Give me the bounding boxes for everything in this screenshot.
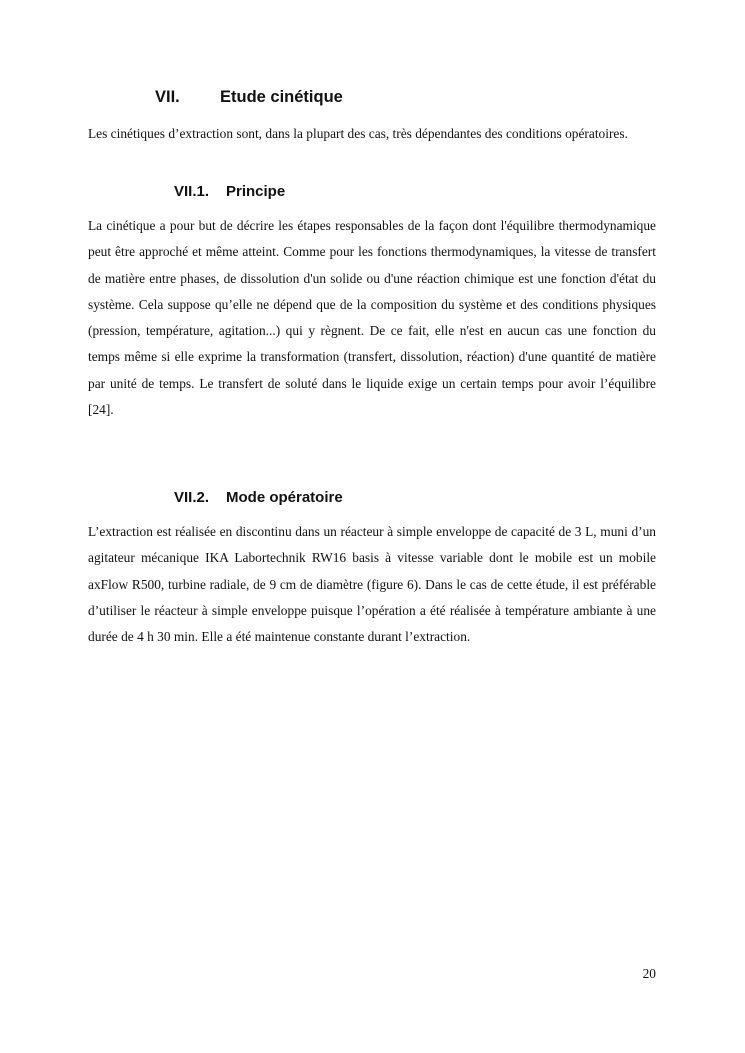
subsection-heading-mode-operatoire (174, 489, 343, 506)
section-number: VII. (155, 88, 180, 106)
subsection-number: VII.1. (174, 183, 210, 200)
section-heading (155, 88, 343, 107)
page-number: 20 (642, 966, 656, 981)
subsection-heading-principe (174, 183, 285, 200)
mode-operatoire-paragraph: L’extraction est réalisée en discontinu dans un réacteur à simple enveloppe de capacité de 3 L, muni d’un agitateur mécanique IKA Labortechnik RW16 basis à vitesse variable dont le mobile est un mobile axFlow R500, turbine radiale, de 9 cm de diamètre (figure 6). Dans le cas de cette étude, il est préférable d’utiliser le réacteur à simple enveloppe puisque l’opération a été réalisée à température ambiante à une durée de 4 h 30 min. Elle a été maintenue constante durant l’extraction. (88, 524, 656, 645)
subsection-title: Mode opératoire (226, 489, 343, 506)
subsection-title: Principe (226, 183, 286, 200)
section-intro-paragraph: Les cinétiques d’extraction sont, dans la plupart des cas, très dépendantes des conditions opératoires. (88, 126, 628, 141)
subsection-number: VII.2. (174, 489, 210, 506)
section-title: Etude cinétique (220, 88, 343, 106)
principe-paragraph: La cinétique a pour but de décrire les étapes responsables de la façon dont l'équilibre thermodynamique peut être approché et même atteint. Comme pour les fonctions thermodynamiques, la vitesse de transfert de matière entre phases, de dissolution d'un solide ou d'une réaction chimique est une fonction d'état du système. Cela suppose qu’elle ne dépend que de la composition du système et des conditions physiques (pression, température, agitation...) qui y règnent. De ce fait, elle n'est en aucun cas une fonction du temps même si elle exprime la transformation (transfert, dissolution, réaction) d'une quantité de matière par unité de temps. Le transfert de soluté dans le liquide exige un certain temps pour avoir l’équilibre [24]. (88, 218, 656, 418)
